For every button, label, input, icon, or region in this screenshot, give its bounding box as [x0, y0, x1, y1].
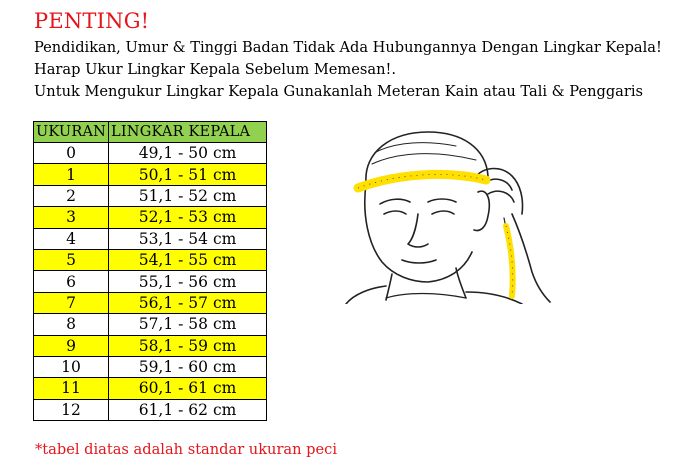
table-row [34, 335, 267, 356]
range-cell: 50,1 - 51 cm [109, 164, 267, 185]
range-cell: 60,1 - 61 cm [109, 378, 267, 399]
size-cell: 6 [34, 271, 109, 292]
table-row [34, 185, 267, 206]
size-table-body [34, 143, 267, 421]
table-row [34, 228, 267, 249]
size-cell: 8 [34, 314, 109, 335]
table-row [34, 292, 267, 313]
header-lingkar-kepala: LINGKAR KEPALA [109, 122, 267, 143]
table-row [34, 207, 267, 228]
range-cell: 49,1 - 50 cm [109, 143, 267, 164]
size-cell: 11 [34, 378, 109, 399]
range-cell: 59,1 - 60 cm [109, 356, 267, 377]
table-row [34, 314, 267, 335]
range-cell: 55,1 - 56 cm [109, 271, 267, 292]
size-cell: 2 [34, 185, 109, 206]
table-row [34, 271, 267, 292]
table-row [34, 356, 267, 377]
range-cell: 58,1 - 59 cm [109, 335, 267, 356]
table-row [34, 378, 267, 399]
size-cell: 0 [34, 143, 109, 164]
range-cell: 54,1 - 55 cm [109, 249, 267, 270]
size-cell: 5 [34, 249, 109, 270]
size-cell: 3 [34, 207, 109, 228]
table-header-row [34, 122, 267, 143]
range-cell: 51,1 - 52 cm [109, 185, 267, 206]
size-table [33, 121, 267, 421]
size-cell: 7 [34, 292, 109, 313]
range-cell: 56,1 - 57 cm [109, 292, 267, 313]
range-cell: 57,1 - 58 cm [109, 314, 267, 335]
table-row [34, 164, 267, 185]
table-row [34, 399, 267, 420]
range-cell: 61,1 - 62 cm [109, 399, 267, 420]
size-cell: 12 [34, 399, 109, 420]
head-measuring-tape-illustration [336, 122, 554, 304]
range-cell: 53,1 - 54 cm [109, 228, 267, 249]
size-cell: 9 [34, 335, 109, 356]
size-cell: 10 [34, 356, 109, 377]
page-title: PENTING! [34, 9, 150, 33]
note-line-1: Pendidikan, Umur & Tinggi Badan Tidak Ada Hubungannya Dengan Lingkar Kepala! [34, 39, 662, 56]
range-cell: 52,1 - 53 cm [109, 207, 267, 228]
note-line-2: Harap Ukur Lingkar Kepala Sebelum Memesan!. [34, 61, 397, 78]
note-line-3: Untuk Mengukur Lingkar Kepala Gunakanlah Meteran Kain atau Tali & Penggaris [34, 83, 644, 100]
size-cell: 1 [34, 164, 109, 185]
footnote: *tabel diatas adalah standar ukuran peci [35, 441, 337, 458]
table-row [34, 143, 267, 164]
size-cell: 4 [34, 228, 109, 249]
table-row [34, 249, 267, 270]
header-ukuran: UKURAN [34, 122, 109, 143]
